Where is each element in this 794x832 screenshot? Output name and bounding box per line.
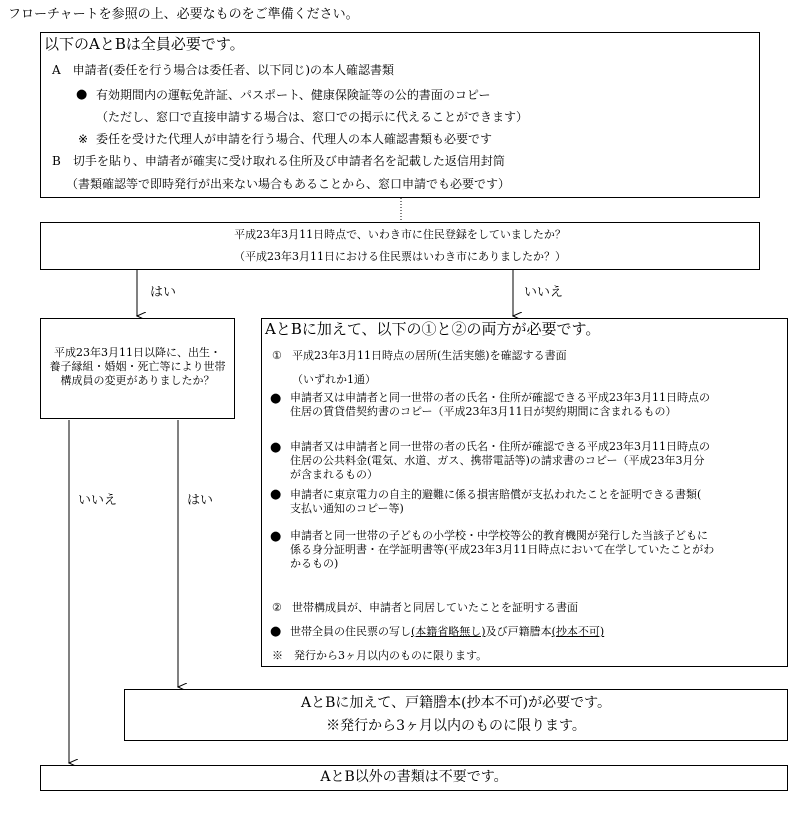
bullet5-mid: 及び戸籍謄本 <box>485 625 552 638</box>
question-1-line1: 平成23年3月11日時点で、いわき市に住民登録をしていましたか？ <box>234 228 566 241</box>
branch-no-label: いいえ <box>524 285 564 300</box>
question-2-line1: 平成23年3月11日以降に、出生・ <box>54 346 221 359</box>
question-1-line2: （平成23年3月11日における住民票はいわき市にありましたか？） <box>234 250 566 263</box>
branch-yes-label: はい <box>150 285 177 300</box>
bullet-icon: ● <box>270 487 282 502</box>
bullet2-line3: が含まれるもの） <box>290 468 378 481</box>
bullet2-line1: 申請者又は申請者と同一世帯の者の氏名・住所が確認できる平成23年3月11日時点の <box>290 440 710 453</box>
item2-text: 世帯構成員が、申請者と同居していたことを証明する書面 <box>292 601 578 614</box>
bullet4-line1: 申請者と同一世帯の子どもの小学校・中学校等公的教育機関が発行した当該子どもに <box>290 529 708 542</box>
bullet3-line2: 支払い通知のコピー等) <box>290 502 404 515</box>
bullet4-line3: かるもの) <box>290 557 339 570</box>
result-koseki-line1: AとBに加えて、戸籍謄本(抄本不可)が必要です。 <box>301 695 611 711</box>
item1-text: 平成23年3月11日時点の居所(生活実態)を確認する書面 <box>292 349 567 362</box>
a-note: （ただし、窓口で直接申請する場合は、窓口での掲示に代えることができます） <box>96 110 529 124</box>
asterisk-icon: ※ <box>78 132 89 146</box>
bullet5-pre: 世帯全員の住民票の写し <box>290 625 411 638</box>
bullet-icon: ● <box>270 391 282 406</box>
branch-yes-label-2: はい <box>187 493 214 508</box>
result-koseki-line2: ※発行から3ヶ月以内のものに限ります。 <box>326 718 586 734</box>
bullet1-line2: 住居の賃貸借契約書のコピー（平成23年3月11日が契約期間に含まれるもの） <box>290 405 677 418</box>
bullet1-line1: 申請者又は申請者と同一世帯の者の氏名・住所が確認できる平成23年3月11日時点の <box>290 391 710 404</box>
question-2-line3: 構成員の変更がありましたか？ <box>60 374 215 387</box>
bullet4-line2: 係る身分証明書・在学証明書等(平成23年3月11日時点において在学していたことがわ <box>290 543 715 556</box>
item1-number: ① <box>272 349 282 362</box>
ab-title: 以下のAとBは全員必要です。 <box>44 35 245 53</box>
bullet2-line2: 住居の公共料金(電気、水道、ガス、携帯電話等)の請求書のコピー（平成23年3月分 <box>290 454 705 467</box>
bullet-icon: ● <box>270 440 282 455</box>
bullet-icon: ● <box>270 529 282 544</box>
bullet-icon: ● <box>76 87 88 102</box>
bullet-icon: ● <box>270 624 282 639</box>
a-asterisk-note: 委任を受けた代理人が申請を行う場合、代理人の本人確認書類も必要です <box>96 132 493 146</box>
bullet5-underline-2: (抄本不可) <box>551 625 605 638</box>
item1-sub: （いずれか1通） <box>292 373 376 386</box>
a-bullet-text: 有効期間内の運転免許証、パスポート、健康保険証等の公的書面のコピー <box>96 88 491 102</box>
result-final-text: AとB以外の書類は不要です。 <box>320 769 508 785</box>
question-2-line2: 養子縁組・婚姻・死亡等により世帯 <box>49 360 226 373</box>
b-label: B 切手を貼り、申請者が確実に受け取れる住所及び申請者名を記載した返信用封筒 <box>52 154 505 168</box>
additional-docs-title: AとBに加えて、以下の①と②の両方が必要です。 <box>265 320 601 338</box>
right-note: ※ 発行から3ヶ月以内のものに限ります。 <box>272 649 488 662</box>
bullet5-line <box>290 626 604 637</box>
bullet5-underline-1: (本籍省略無し) <box>411 625 486 638</box>
a-label: A 申請者(委任を行う場合は委任者、以下同じ)の本人確認書類 <box>52 63 395 77</box>
branch-no-label-2: いいえ <box>78 493 118 508</box>
item2-number: ② <box>272 601 282 614</box>
b-note: （書類確認等で即時発行が出来ない場合もあることから、窓口申請でも必要です） <box>66 177 511 191</box>
bullet3-line1: 申請者に東京電力の自主的避難に係る損害賠償が支払われたことを証明できる書類( <box>290 488 702 501</box>
intro-text: フローチャートを参照の上、必要なものをご準備ください。 <box>8 7 359 22</box>
